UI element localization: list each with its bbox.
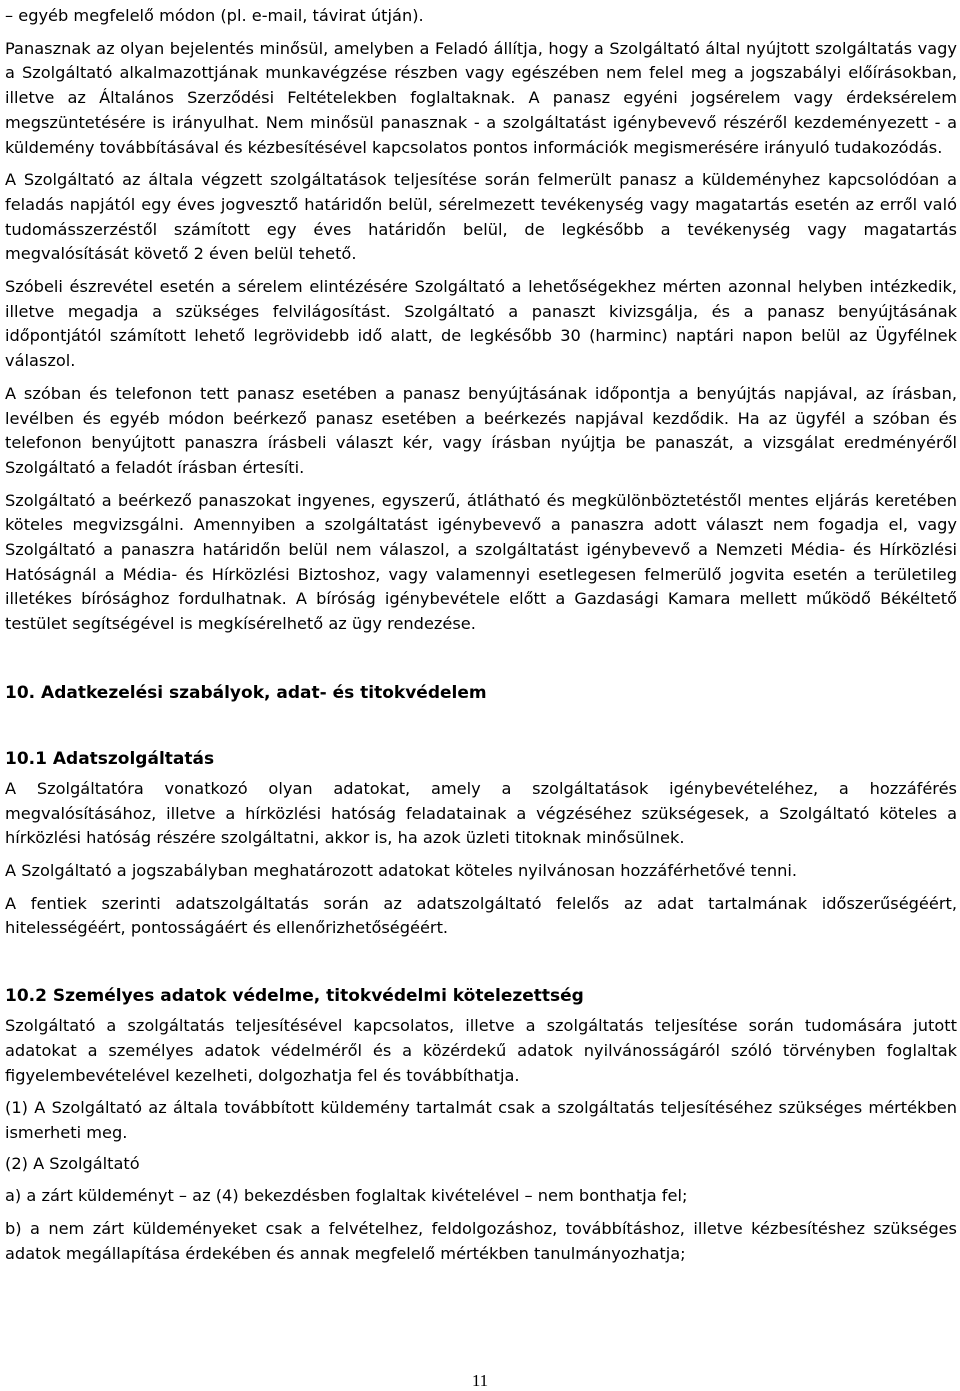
paragraph-complaint-deadline: A Szolgáltató az általa végzett szolgáltatások teljesítése során felmerült panasz a küldeményhez kapcsolódóan a feladás napjától egy éves jogvesztő határidőn belül, sérelmezett tevékenység vagy magatartás esetén az erről való tudomásszerzéstől számított egy éves határidőn belül, de legkésőbb a tevékenység vagy magatartás megvalósítását követő 2 éven belül tehető. bbox=[5, 170, 957, 264]
paragraph-phone-complaint: A szóban és telefonon tett panasz esetében a panasz benyújtásának időpontja a benyújtás napjával, az írásban, levélben és egyéb módon beérkező panasz esetében a beérkezés napjával kezdődik. Ha az ügyfél a szóban és telefonon benyújtott panaszra írásbeli választ kér, vagy írásban nyújtja be panaszát, a vizsgálat eredményéről Szolgáltató a feladót írásban értesíti. bbox=[5, 383, 957, 477]
text-line-contact-methods: – egyéb megfelelő módon (pl. e-mail, távirat útján). bbox=[5, 6, 424, 25]
paragraph-data-supply: A Szolgáltatóra vonatkozó olyan adatokat, amely a szolgáltatások igénybevételéhez, a hozzáférés megvalósításához, illetve a hírközlési hatóság feladatainak a végzéséhez szükségesek, a Szolgáltató köteles a hírközlési hatóság részére szolgáltatni, akkor is, ha azok üzleti titoknak minősülnek. bbox=[5, 778, 957, 848]
paragraph-data-responsibility: A fentiek szerinti adatszolgáltatás során az adatszolgáltató felelős az adat tartalmának időszerűségéért, hitelességéért, pontosságáért és ellenőrizhetőségéért. bbox=[5, 893, 957, 938]
paragraph-personal-data-handling: Szolgáltató a szolgáltatás teljesítésével kapcsolatos, illetve a szolgáltatás teljesítése során tudomására jutott adatokat a személyes adatok védelméről és a közérdekű adatok nyilvánosságáról szóló törvényben foglaltak figyelembevételével kezelheti, dolgozhatja fel és továbbíthatja. bbox=[5, 1016, 957, 1085]
subsection-heading-personal-data: 10.2 Személyes adatok védelme, titokvédelmi kötelezettség bbox=[5, 986, 584, 1007]
paragraph-oral-remark: Szóbeli észrevétel esetén a sérelem elintézésére Szolgáltató a lehetőségekhez mérten azonnal helyben intézkedik, illetve megadja a szükséges felvilágosítást. Szolgáltató a panaszt kivizsgálja, és a panasz benyújtásának időpontjától számított lehető legrövidebb idő alatt, de legkésőbb 30 (harminc) naptári napon belül az Ügyfélnek válaszol. bbox=[5, 277, 957, 371]
paragraph-item-1: (1) A Szolgáltató az általa továbbított küldemény tartalmát csak a szolgáltatás teljesítéséhez szükséges mértékben ismerheti meg. bbox=[5, 1098, 957, 1142]
paragraph-complaint-definition: Panasznak az olyan bejelentés minősül, amelyben a Feladó állítja, hogy a Szolgáltató által nyújtott szolgáltatás vagy a Szolgáltató alkalmazottjának munkavégzése részben vagy egészében nem felel meg a jogszabályi előírásokban, illetve az Általános Szerződési Feltételekben foglaltaknak. A panasz egyéni jogsérelem vagy érdeksérelem megszüntetésére is irányulhat. Nem minősül panasznak - a szolgáltatást igénybevevő részéről kezdeményezett - a küldemény továbbításával és kézbesítésével kapcsolatos pontos információk megismerésére irányuló tudakozódás. bbox=[5, 38, 957, 157]
list-item-b: b) a nem zárt küldeményeket csak a felvételhez, feldolgozáshoz, továbbításhoz, illetve kézbesítéshez szükséges adatok megállapítása érdekében és annak megfelelő mértékben tanulmányozhatja; bbox=[5, 1219, 957, 1263]
list-item-a: a) a zárt küldeményt – az (4) bekezdésben foglaltak kivételével – nem bonthatja fel; bbox=[5, 1186, 688, 1206]
document-page bbox=[5, 0, 957, 1266]
paragraph-public-data: A Szolgáltató a jogszabályban meghatározott adatokat köteles nyilvánosan hozzáférhetővé tenni. bbox=[5, 860, 797, 880]
section-heading-data-handling: 10. Adatkezelési szabályok, adat- és titokvédelem bbox=[5, 682, 487, 703]
subsection-heading-data-service: 10.1 Adatszolgáltatás bbox=[5, 748, 215, 769]
paragraph-item-2: (2) A Szolgáltató bbox=[5, 1153, 140, 1173]
paragraph-complaint-procedure: Szolgáltató a beérkező panaszokat ingyenes, egyszerű, átlátható és megkülönböztetéstől mentes eljárás keretében köteles megvizsgálni. Amennyiben a szolgáltatást igénybevevő a panaszra adott választ nem fogadja el, vagy Szolgáltató a panaszra határidőn belül nem válaszol, a szolgáltatást igénybevevő a Nemzeti Média- és Hírközlési Hatóságnál a Média- és Hírközlési Biztoshoz, vagy valamennyi esetlegesen felmerülő jogvita esetén a területileg illetékes bírósághoz fordulhatnak. A bíróság igénybevétele előtt a Gazdasági Kamara mellett működő Békéltető testület segítségével is megkísérelhető az ügy rendezése. bbox=[5, 490, 957, 634]
page-number: 11 bbox=[471, 1371, 489, 1390]
